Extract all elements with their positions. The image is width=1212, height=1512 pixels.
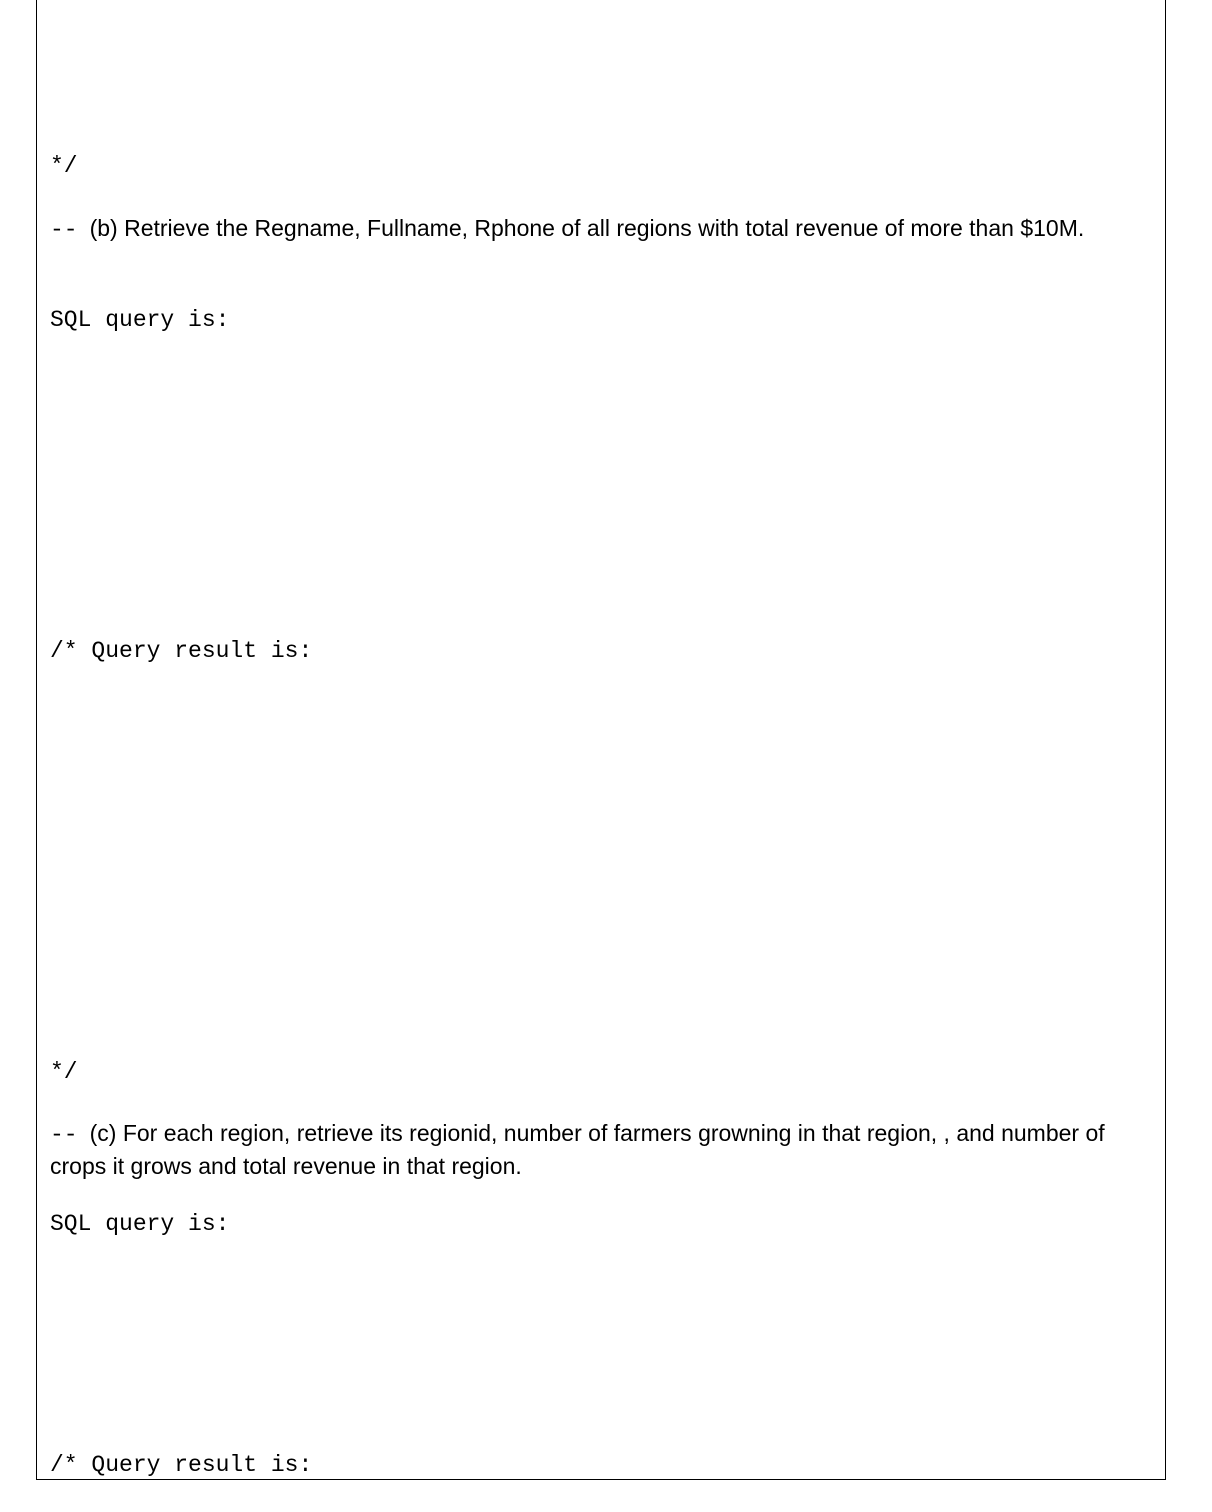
- question-c-text: (c) For each region, retrieve its regionid, number of farmers growning in that region, , and number of crops it grows and total revenue in that region.: [50, 1120, 1105, 1179]
- comment-close-1: */: [50, 153, 78, 179]
- question-b-prefix: --: [50, 217, 78, 243]
- question-c-prefix: --: [50, 1122, 78, 1148]
- query-result-label-c: /* Query result is:: [50, 1452, 313, 1478]
- sql-query-label-b: SQL query is:: [50, 307, 230, 333]
- sql-query-label-c: SQL query is:: [50, 1211, 230, 1237]
- comment-close-2: */: [50, 1059, 78, 1085]
- question-c: [50, 1118, 1140, 1182]
- query-result-label-b: /* Query result is:: [50, 638, 313, 664]
- question-b-text: (b) Retrieve the Regname, Fullname, Rphone of all regions with total revenue of more than $10M.: [89, 215, 1085, 241]
- question-b: [50, 213, 1140, 246]
